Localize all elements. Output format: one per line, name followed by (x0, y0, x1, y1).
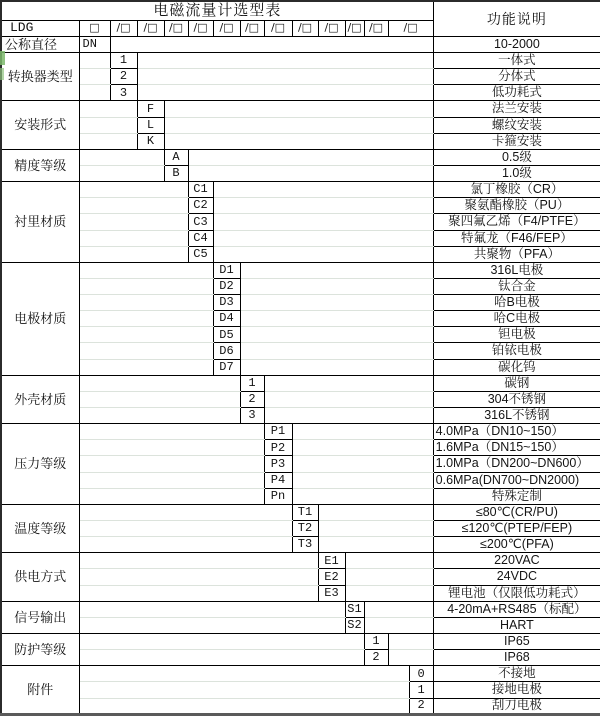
filler-cell (240, 295, 433, 311)
function-cell: 316L不锈钢 (433, 408, 600, 424)
filler-cell (388, 650, 433, 666)
function-cell: IP68 (433, 650, 600, 666)
category-label: 附件 (1, 666, 79, 715)
filler-cell (137, 52, 433, 68)
filler-cell (292, 456, 433, 472)
code-cell: D6 (213, 343, 240, 359)
filler-cell (79, 295, 213, 311)
function-cell: 不接地 (433, 666, 600, 682)
code-cell: 2 (240, 391, 264, 407)
filler-cell (79, 375, 240, 391)
category-label: 信号输出 (1, 601, 79, 633)
code-cell: 3 (110, 85, 137, 101)
filler-cell (388, 634, 433, 650)
code-cell: D2 (213, 278, 240, 294)
code-cell: 1 (240, 375, 264, 391)
filler-cell (79, 666, 409, 682)
filler-cell (164, 133, 433, 149)
function-cell: 铂铱电极 (433, 343, 600, 359)
code-cell: Pn (264, 488, 292, 504)
model-slash-box-cell: /□ (213, 20, 240, 36)
filler-cell (79, 634, 364, 650)
filler-cell (79, 359, 213, 375)
code-cell: K (137, 133, 164, 149)
filler-cell (79, 650, 364, 666)
model-slash-box-cell: /□ (264, 20, 292, 36)
function-cell: 4-20mA+RS485（标配） (433, 601, 600, 617)
code-cell: E2 (318, 569, 345, 585)
code-cell: D7 (213, 359, 240, 375)
filler-cell (213, 230, 433, 246)
code-cell: C4 (188, 230, 213, 246)
function-cell: 1.0MPa（DN200~DN600） (433, 456, 600, 472)
function-cell: 1.0级 (433, 165, 600, 181)
function-cell: 特殊定制 (433, 488, 600, 504)
code-cell: 2 (110, 69, 137, 85)
filler-cell (292, 488, 433, 504)
code-cell: S1 (345, 601, 364, 617)
function-cell: 聚四氟乙烯（F4/PTFE） (433, 214, 600, 230)
filler-cell (345, 553, 433, 569)
function-cell: 刮刀电极 (433, 698, 600, 714)
filler-cell (318, 537, 433, 553)
function-cell: 卡箍安装 (433, 133, 600, 149)
filler-cell (345, 585, 433, 601)
model-slash-box-cell: /□ (364, 20, 388, 36)
function-cell: 哈B电极 (433, 295, 600, 311)
code-cell: C5 (188, 246, 213, 262)
filler-cell (79, 440, 264, 456)
code-cell: T2 (292, 521, 318, 537)
filler-cell (79, 472, 264, 488)
filler-cell (79, 585, 318, 601)
filler-cell (213, 246, 433, 262)
filler-cell (79, 198, 188, 214)
code-cell: 1 (409, 682, 433, 698)
filler-cell (79, 408, 240, 424)
filler-cell (79, 698, 409, 714)
filler-cell (110, 36, 433, 52)
code-cell: 0 (409, 666, 433, 682)
function-cell: 一体式 (433, 52, 600, 68)
function-cell: ≤200℃(PFA) (433, 537, 600, 553)
filler-cell (188, 165, 433, 181)
model-slash-box-cell: /□ (318, 20, 345, 36)
filler-cell (79, 246, 188, 262)
function-cell: 0.5级 (433, 149, 600, 165)
filler-cell (79, 117, 137, 133)
filler-cell (79, 69, 110, 85)
filler-cell (240, 359, 433, 375)
filler-cell (79, 391, 240, 407)
code-cell: P3 (264, 456, 292, 472)
category-label: 转换器类型 (1, 52, 79, 100)
function-cell: 哈C电极 (433, 311, 600, 327)
filler-cell (79, 214, 188, 230)
filler-cell (79, 488, 264, 504)
filler-cell (79, 343, 213, 359)
filler-cell (364, 617, 433, 633)
code-cell: E1 (318, 553, 345, 569)
filler-cell (292, 424, 433, 440)
function-cell: 10-2000 (433, 36, 600, 52)
function-cell: ≤80℃(CR/PU) (433, 504, 600, 520)
filler-cell (79, 230, 188, 246)
function-cell: 共聚物（PFA） (433, 246, 600, 262)
filler-cell (318, 504, 433, 520)
model-slash-box-cell: /□ (188, 20, 213, 36)
filler-cell (79, 52, 110, 68)
filler-cell (79, 278, 213, 294)
filler-cell (240, 327, 433, 343)
code-cell: P4 (264, 472, 292, 488)
filler-cell (164, 117, 433, 133)
model-slash-box-cell: /□ (292, 20, 318, 36)
function-cell: 螺纹安装 (433, 117, 600, 133)
code-cell: P1 (264, 424, 292, 440)
filler-cell (264, 408, 433, 424)
code-cell: L (137, 117, 164, 133)
category-label: 安装形式 (1, 101, 79, 149)
code-cell: D1 (213, 262, 240, 278)
function-cell: 接地电极 (433, 682, 600, 698)
code-cell: 1 (364, 634, 388, 650)
filler-cell (79, 311, 213, 327)
filler-cell (79, 569, 318, 585)
function-cell: 低功耗式 (433, 85, 600, 101)
filler-cell (137, 85, 433, 101)
code-cell: F (137, 101, 164, 117)
function-cell: 钽电极 (433, 327, 600, 343)
function-cell: 碳化钨 (433, 359, 600, 375)
category-label: 压力等级 (1, 424, 79, 505)
filler-cell (240, 311, 433, 327)
code-cell: 1 (110, 52, 137, 68)
filler-cell (79, 327, 213, 343)
model-slash-box-cell: /□ (388, 20, 433, 36)
filler-cell (79, 85, 110, 101)
function-cell: IP65 (433, 634, 600, 650)
filler-cell (240, 262, 433, 278)
code-cell: C1 (188, 182, 213, 198)
filler-cell (213, 198, 433, 214)
code-cell: B (164, 165, 188, 181)
function-cell: 氯丁橡胶（CR） (433, 182, 600, 198)
filler-cell (79, 553, 318, 569)
code-cell: 2 (364, 650, 388, 666)
filler-cell (79, 262, 213, 278)
filler-cell (364, 601, 433, 617)
filler-cell (79, 504, 292, 520)
code-cell: T1 (292, 504, 318, 520)
filler-cell (188, 149, 433, 165)
filler-cell (318, 521, 433, 537)
code-cell: C2 (188, 198, 213, 214)
filler-cell (240, 278, 433, 294)
filler-cell (79, 133, 137, 149)
category-label: 温度等级 (1, 504, 79, 552)
code-cell: 2 (409, 698, 433, 714)
code-cell: DN (79, 36, 110, 52)
filler-cell (79, 101, 137, 117)
code-cell: T3 (292, 537, 318, 553)
code-cell: E3 (318, 585, 345, 601)
function-cell: 24VDC (433, 569, 600, 585)
function-cell: 法兰安装 (433, 101, 600, 117)
model-slash-box-cell: /□ (110, 20, 137, 36)
filler-cell (79, 456, 264, 472)
filler-cell (164, 101, 433, 117)
filler-cell (292, 472, 433, 488)
category-label: 防护等级 (1, 634, 79, 666)
function-cell: 0.6MPa(DN700~DN2000) (433, 472, 600, 488)
function-cell: 碳钢 (433, 375, 600, 391)
code-cell: S2 (345, 617, 364, 633)
filler-cell (213, 182, 433, 198)
function-cell: 分体式 (433, 69, 600, 85)
model-slash-box-cell: /□ (137, 20, 164, 36)
filler-cell (137, 69, 433, 85)
model-slash-box-cell: /□ (345, 20, 364, 36)
filler-cell (79, 165, 164, 181)
code-cell: A (164, 149, 188, 165)
category-label: 电极材质 (1, 262, 79, 375)
filler-cell (79, 682, 409, 698)
filler-cell (240, 343, 433, 359)
function-cell: ≤120℃(PTEP/FEP) (433, 521, 600, 537)
code-cell: P2 (264, 440, 292, 456)
filler-cell (79, 617, 345, 633)
category-label: 精度等级 (1, 149, 79, 181)
model-prefix: LDG (1, 20, 79, 36)
function-cell: 钛合金 (433, 278, 600, 294)
filler-cell (292, 440, 433, 456)
function-cell: 220VAC (433, 553, 600, 569)
function-cell: 316L电极 (433, 262, 600, 278)
code-cell: D5 (213, 327, 240, 343)
model-box-cell: □ (79, 20, 110, 36)
filler-cell (79, 521, 292, 537)
function-cell: 聚氨酯橡胶（PU） (433, 198, 600, 214)
code-cell: D3 (213, 295, 240, 311)
filler-cell (264, 375, 433, 391)
category-label: 外壳材质 (1, 375, 79, 423)
filler-cell (264, 391, 433, 407)
function-cell: 4.0MPa（DN10~150） (433, 424, 600, 440)
function-cell: 1.6MPa（DN15~150） (433, 440, 600, 456)
code-cell: 3 (240, 408, 264, 424)
function-cell: 特氟龙（F46/FEP） (433, 230, 600, 246)
model-slash-box-cell: /□ (240, 20, 264, 36)
function-cell: 锂电池（仅限低功耗式） (433, 585, 600, 601)
function-cell: HART (433, 617, 600, 633)
function-cell: 304不锈钢 (433, 391, 600, 407)
filler-cell (79, 424, 264, 440)
filler-cell (345, 569, 433, 585)
filler-cell (79, 182, 188, 198)
filler-cell (79, 149, 164, 165)
code-cell: D4 (213, 311, 240, 327)
code-cell: C3 (188, 214, 213, 230)
function-column-header: 功能说明 (433, 1, 600, 36)
filler-cell (79, 537, 292, 553)
category-label: 供电方式 (1, 553, 79, 601)
table-title: 电磁流量计选型表 (1, 1, 433, 20)
category-label: 公称直径 (1, 36, 79, 52)
model-slash-box-cell: /□ (164, 20, 188, 36)
category-label: 衬里材质 (1, 182, 79, 263)
filler-cell (213, 214, 433, 230)
filler-cell (79, 601, 345, 617)
